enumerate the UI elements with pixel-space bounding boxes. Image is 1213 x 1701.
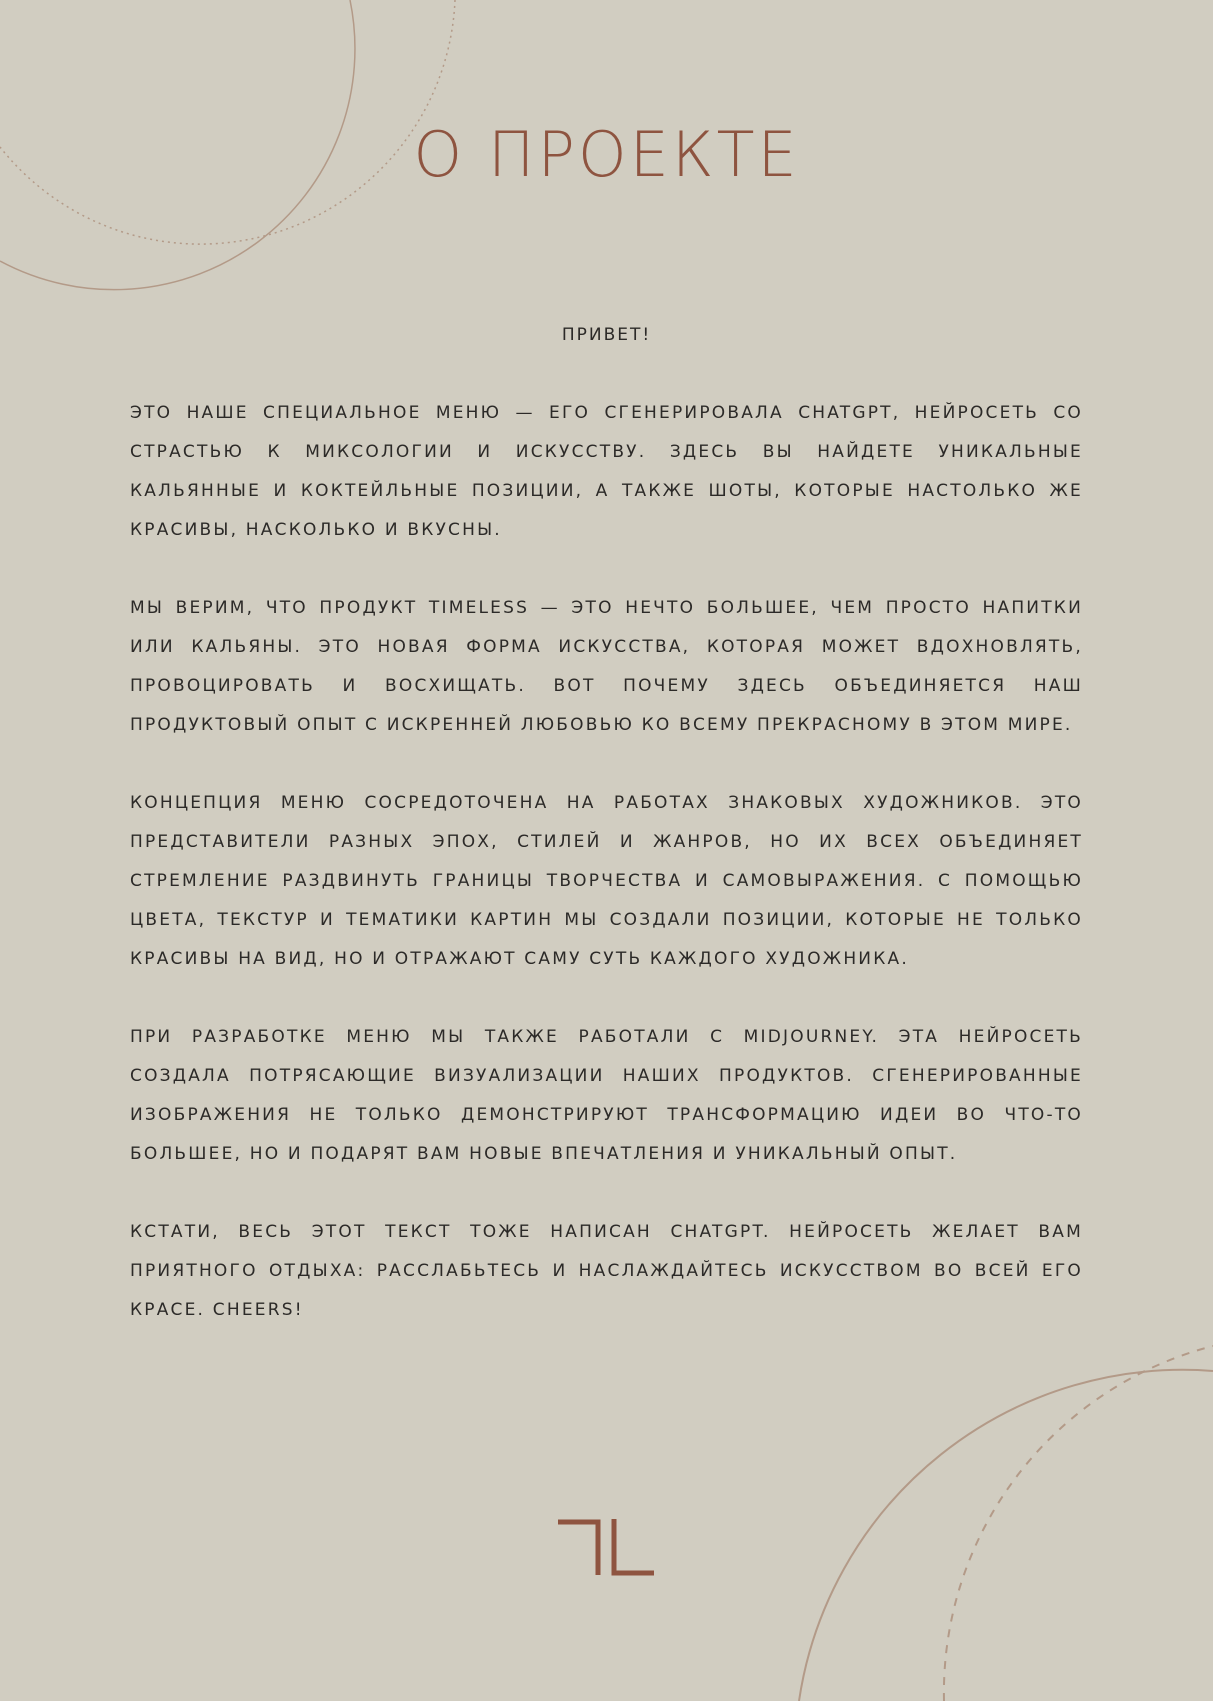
paragraph: КСТАТИ, ВЕСЬ ЭТОТ ТЕКСТ ТОЖЕ НАПИСАН CHATGPT. НЕЙРОСЕТЬ ЖЕЛАЕТ ВАМ ПРИЯТНОГО ОТДЫХА: РАССЛАБЬТЕСЬ И НАСЛАЖДАЙТЕСЬ ИСКУССТВОМ ВО ВСЕЙ ЕГО КРАСЕ. CHEERS! (130, 1222, 1083, 1320)
page-title: О ПРОЕКТЕ (413, 118, 800, 191)
bottom-right-dashed-arc (944, 1346, 1213, 1701)
paragraph: ЭТО НАШЕ СПЕЦИАЛЬНОЕ МЕНЮ — ЕГО СГЕНЕРИРОВАЛА CHATGPT, НЕЙРОСЕТЬ СО СТРАСТЬЮ К МИКСОЛОГИИ И ИСКУССТВУ. ЗДЕСЬ ВЫ НАЙДЕТЕ УНИКАЛЬНЫЕ КАЛЬЯННЫЕ И КОКТЕЙЛЬНЫЕ ПОЗИЦИИ, А ТАКЖЕ ШОТЫ, КОТОРЫЕ НАСТОЛЬКО ЖЕ КРАСИВЫ, НАСКОЛЬКО И ВКУСНЫ. (130, 403, 1083, 540)
bottom-right-solid-arc (799, 1370, 1213, 1701)
greeting: ПРИВЕТ! (561, 325, 652, 345)
timeless-logo-icon (556, 1519, 656, 1579)
paragraph: МЫ ВЕРИМ, ЧТО ПРОДУКТ TIMELESS — ЭТО НЕЧТО БОЛЬШЕЕ, ЧЕМ ПРОСТО НАПИТКИ ИЛИ КАЛЬЯНЫ. ЭТО НОВАЯ ФОРМА ИСКУССТВА, КОТОРАЯ МОЖЕТ ВДОХНОВЛЯТЬ, ПРОВОЦИРОВАТЬ И ВОСХИЩАТЬ. ВОТ ПОЧЕМУ ЗДЕСЬ ОБЪЕДИНЯЕТСЯ НАШ ПРОДУКТОВЫЙ ОПЫТ С ИСКРЕННЕЙ ЛЮБОВЬЮ КО ВСЕМУ ПРЕКРАСНОМУ В ЭТОМ МИРЕ. (130, 598, 1083, 735)
paragraph: КОНЦЕПЦИЯ МЕНЮ СОСРЕДОТОЧЕНА НА РАБОТАХ ЗНАКОВЫХ ХУДОЖНИКОВ. ЭТО ПРЕДСТАВИТЕЛИ РАЗНЫХ ЭПОХ, СТИЛЕЙ И ЖАНРОВ, НО ИХ ВСЕХ ОБЪЕДИНЯЕТ СТРЕМЛЕНИЕ РАЗДВИНУТЬ ГРАНИЦЫ ТВОРЧЕСТВА И САМОВЫРАЖЕНИЯ. С ПОМОЩЬЮ ЦВЕТА, ТЕКСТУР И ТЕМАТИКИ КАРТИН МЫ СОЗДАЛИ ПОЗИЦИИ, КОТОРЫЕ НЕ ТОЛЬКО КРАСИВЫ НА ВИД, НО И ОТРАЖАЮТ САМУ СУТЬ КАЖДОГО ХУДОЖНИКА. (130, 793, 1083, 969)
paragraph: ПРИ РАЗРАБОТКЕ МЕНЮ МЫ ТАКЖЕ РАБОТАЛИ С MIDJOURNEY. ЭТА НЕЙРОСЕТЬ СОЗДАЛА ПОТРЯСАЮЩИЕ ВИЗУАЛИЗАЦИИ НАШИХ ПРОДУКТОВ. СГЕНЕРИРОВАННЫЕ ИЗОБРАЖЕНИЯ НЕ ТОЛЬКО ДЕМОНСТРИРУЮТ ТРАНСФОРМАЦИЮ ИДЕИ ВО ЧТО-ТО БОЛЬШЕЕ, НО И ПОДАРЯТ ВАМ НОВЫЕ ВПЕЧАТЛЕНИЯ И УНИКАЛЬНЫЙ ОПЫТ. (130, 1027, 1083, 1164)
about-text (130, 394, 1083, 1330)
